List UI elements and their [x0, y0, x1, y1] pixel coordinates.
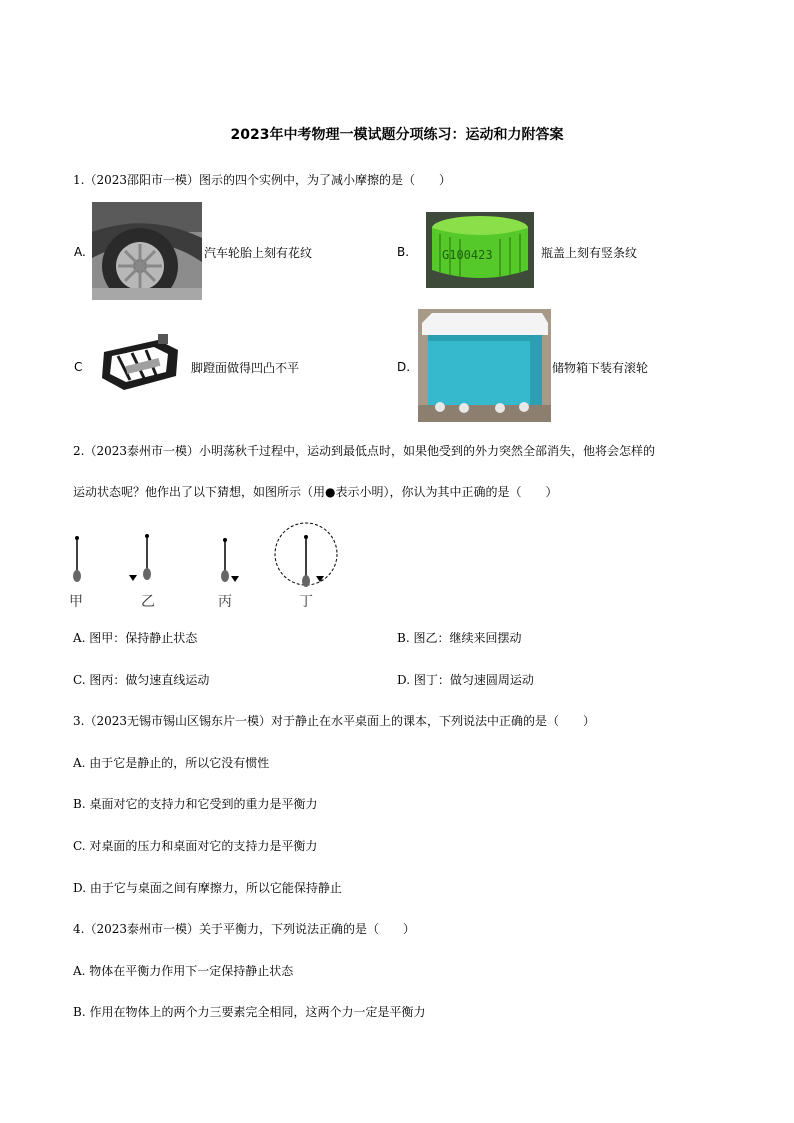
- q1-option-b-text: 瓶盖上刻有竖条纹: [541, 246, 638, 260]
- q3-option-a: A. 由于它是静止的，所以它没有惯性: [73, 756, 270, 770]
- q2-option-d: D. 图丁：做匀速圆周运动: [397, 673, 534, 687]
- q1-option-d-text: 储物箱下装有滚轮: [552, 361, 649, 375]
- q4-stem: 4.（2023泰州市一模）关于平衡力，下列说法正确的是（ ）: [73, 922, 415, 936]
- q1-option-a-text: 汽车轮胎上刻有花纹: [204, 246, 313, 260]
- q1-option-d-letter: D.: [397, 360, 411, 374]
- q1-option-b-letter: B.: [397, 245, 410, 259]
- q4-option-b: B. 作用在物体上的两个力三要素完全相同，这两个力一定是平衡力: [73, 1005, 426, 1019]
- q2-option-b: B. 图乙：继续来回摆动: [397, 631, 522, 645]
- q1-option-a-letter: A.: [74, 245, 86, 259]
- q3-option-b: B. 桌面对它的支持力和它受到的重力是平衡力: [73, 797, 318, 811]
- q1-option-c-text: 脚蹬面做得凹凸不平: [191, 361, 300, 375]
- bike-pedal-image: [96, 332, 182, 394]
- q2-stem-line1: 2.（2023泰州市一模）小明荡秋千过程中，运动到最低点时，如果他受到的外力突然全部消失，他将会怎样的: [73, 444, 655, 458]
- car-tire-image: [92, 202, 202, 300]
- bottle-cap-code: G100423: [442, 248, 493, 262]
- q1-option-c-letter: C: [74, 360, 83, 374]
- q2-option-a: A. 图甲：保持静止状态: [73, 631, 198, 645]
- bottle-cap-image: [426, 212, 534, 288]
- page-title: 2023年中考物理一模试题分项练习：运动和力附答案: [230, 127, 564, 143]
- q2-option-c: C. 图丙：做匀速直线运动: [73, 673, 210, 687]
- q3-stem: 3.（2023无锡市锡山区锡东片一模）对于静止在水平桌面上的课本，下列说法中正确的是（ ）: [73, 714, 595, 728]
- q1-stem: 1.（2023邵阳市一模）图示的四个实例中，为了减小摩擦的是（ ）: [73, 173, 451, 187]
- q3-option-d: D. 由于它与桌面之间有摩擦力，所以它能保持静止: [73, 881, 342, 895]
- q2-stem-line2: 运动状态呢？他作出了以下猜想，如图所示（用●表示小明），你认为其中正确的是（ ）: [73, 485, 558, 499]
- figure-label-yi: 乙: [141, 594, 155, 610]
- figure-label-bing: 丙: [218, 594, 232, 610]
- swing-diagram: [62, 516, 352, 596]
- figure-label-jia: 甲: [69, 594, 83, 610]
- figure-label-ding: 丁: [299, 594, 313, 610]
- storage-box-image: [418, 309, 551, 422]
- q4-option-a: A. 物体在平衡力作用下一定保持静止状态: [73, 964, 294, 978]
- q3-option-c: C. 对桌面的压力和桌面对它的支持力是平衡力: [73, 839, 318, 853]
